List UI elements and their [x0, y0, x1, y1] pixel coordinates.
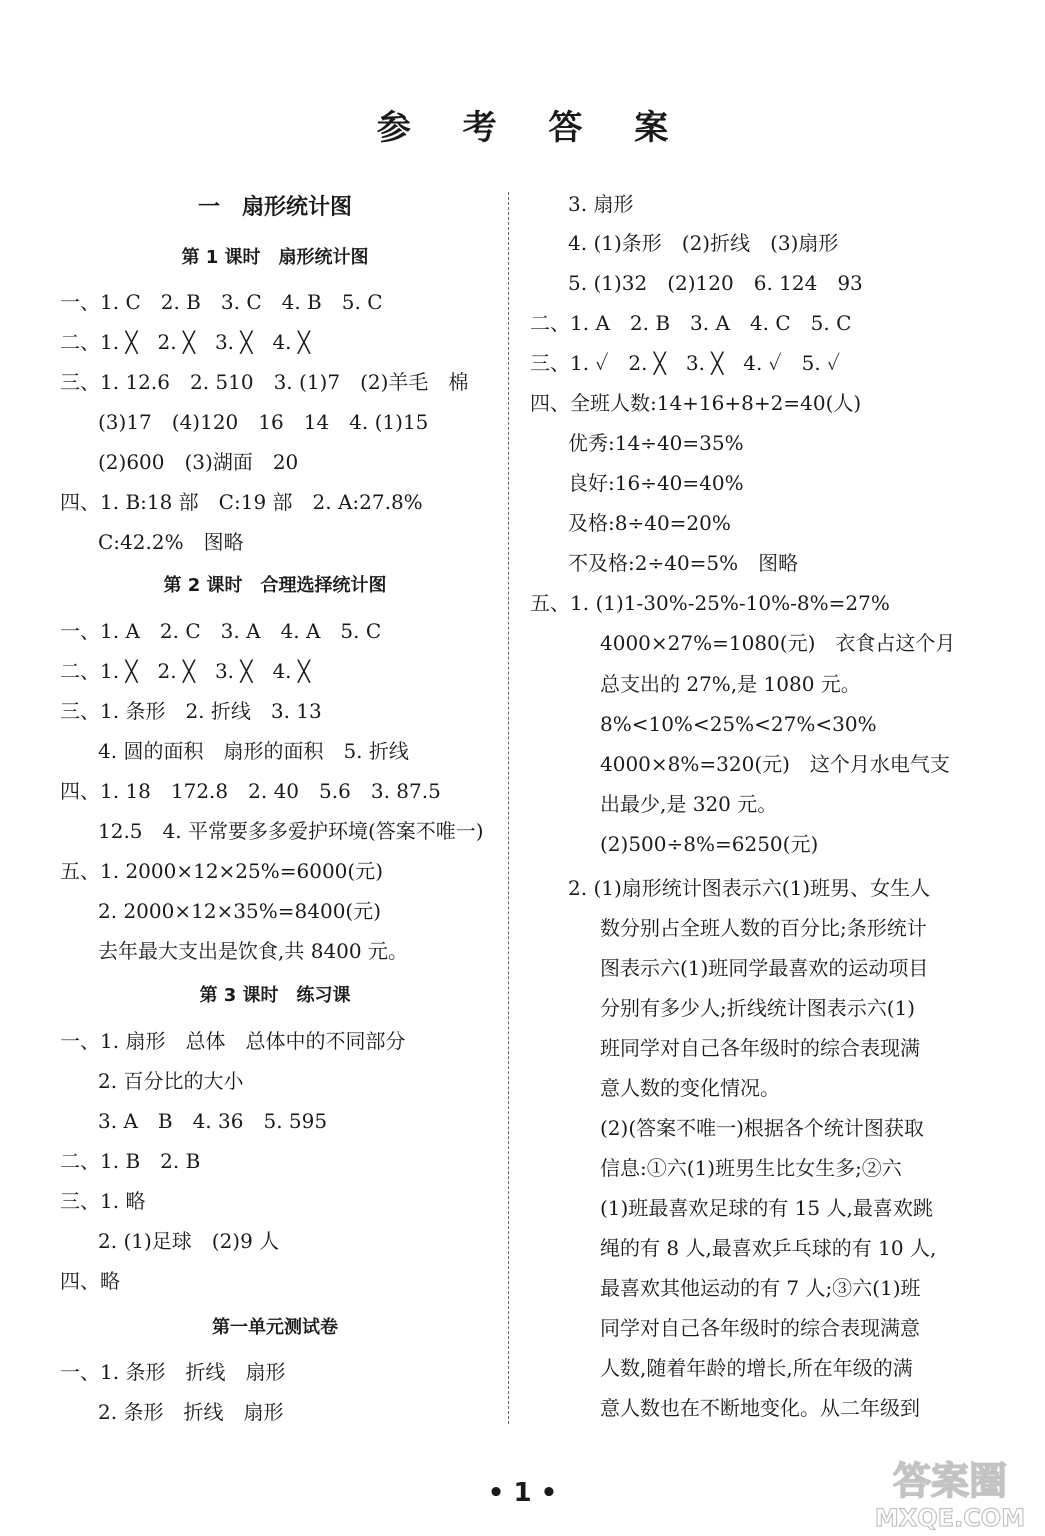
- answer-line: 二、1. ╳ 2. ╳ 3. ╳ 4. ╳: [60, 330, 310, 354]
- answer-line: 人数,随着年龄的增长,所在年级的满: [600, 1356, 913, 1380]
- answer-line: 总支出的 27%,是 1080 元。: [600, 672, 861, 696]
- answer-line: 2. (1)足球 (2)9 人: [98, 1229, 280, 1253]
- answer-line: 4000×8%=320(元) 这个月水电气支: [600, 752, 950, 776]
- watermark-logo: [860, 1452, 1040, 1532]
- answer-line: 同学对自己各年级时的综合表现满意: [600, 1316, 920, 1340]
- answer-line: 三、1. ✓ 2. ╳ 3. ╳ 4. ✓ 5. ✓: [530, 351, 840, 375]
- answer-line: 2. (1)扇形统计图表示六(1)班男、女生人: [568, 876, 931, 900]
- answer-line: 意人数也在不断地变化。从二年级到: [600, 1396, 920, 1420]
- answer-line: 二、1. ╳ 2. ╳ 3. ╳ 4. ╳: [60, 659, 310, 683]
- answer-line: 4. (1)条形 (2)折线 (3)扇形: [568, 231, 839, 255]
- answer-line: 四、全班人数:14+16+8+2=40(人): [530, 391, 862, 415]
- watermark-site: MXQE.COM: [874, 1504, 1026, 1532]
- answer-line: 不及格:2÷40=5% 图略: [568, 551, 799, 575]
- answer-line: 一、1. A 2. C 3. A 4. A 5. C: [60, 619, 382, 643]
- answer-line: 8%<10%<25%<27%<30%: [600, 712, 877, 736]
- answer-line: 四、1. 18 172.8 2. 40 5.6 3. 87.5: [60, 779, 441, 803]
- answer-line: (1)班最喜欢足球的有 15 人,最喜欢跳: [600, 1196, 933, 1220]
- answer-line: 一、1. 条形 折线 扇形: [60, 1360, 286, 1384]
- lesson-heading: 第 1 课时 扇形统计图: [181, 247, 369, 268]
- answer-line: 四、1. B:18 部 C:19 部 2. A:27.8%: [60, 490, 423, 514]
- answer-line: 4. 圆的面积 扇形的面积 5. 折线: [98, 739, 409, 763]
- answer-line: 2. 百分比的大小: [98, 1069, 244, 1093]
- lesson-heading: 第 2 课时 合理选择统计图: [163, 575, 387, 596]
- answer-line: 班同学对自己各年级时的综合表现满: [600, 1036, 920, 1060]
- lesson-heading: 第 3 课时 练习课: [199, 985, 351, 1006]
- watermark-mark: 答案圈: [892, 1459, 1008, 1503]
- answer-line: 12.5 4. 平常要多多爱护环境(答案不唯一): [98, 819, 484, 843]
- lesson-heading: 第一单元测试卷: [212, 1317, 338, 1338]
- answer-line: 五、1. (1)1-30%-25%-10%-8%=27%: [530, 591, 890, 615]
- answer-line: (3)17 (4)120 16 14 4. (1)15: [98, 410, 429, 434]
- answer-line: 去年最大支出是饮食,共 8400 元。: [98, 939, 408, 963]
- answer-line: 分别有多少人;折线统计图表示六(1): [600, 996, 916, 1020]
- answer-line: 一、1. 扇形 总体 总体中的不同部分: [60, 1029, 406, 1053]
- page-title: 参 考 答 案: [376, 108, 689, 148]
- answer-line: 一、1. C 2. B 3. C 4. B 5. C: [60, 290, 383, 314]
- answer-line: 2. 条形 折线 扇形: [98, 1400, 284, 1424]
- answer-line: 最喜欢其他运动的有 7 人;③六(1)班: [600, 1276, 921, 1300]
- answer-line: 数分别占全班人数的百分比;条形统计: [600, 916, 927, 940]
- answer-line: 二、1. A 2. B 3. A 4. C 5. C: [530, 311, 852, 335]
- answer-line: 四、略: [60, 1269, 120, 1293]
- answer-line: 3. 扇形: [568, 192, 634, 216]
- answer-line: 优秀:14÷40=35%: [568, 431, 744, 455]
- answer-line: 二、1. B 2. B: [60, 1149, 201, 1173]
- answer-line: 五、1. 2000×12×25%=6000(元): [60, 859, 384, 883]
- answer-line: 绳的有 8 人,最喜欢乒乓球的有 10 人,: [600, 1236, 937, 1260]
- answer-line: 2. 2000×12×35%=8400(元): [98, 899, 382, 923]
- column-divider: [508, 192, 509, 1424]
- answer-line: 出最少,是 320 元。: [600, 792, 778, 816]
- answer-line: 4000×27%=1080(元) 衣食占这个月: [600, 631, 956, 655]
- answer-line: 及格:8÷40=20%: [568, 511, 731, 535]
- page-number: • 1 •: [487, 1478, 558, 1508]
- answer-line: 信息:①六(1)班男生比女生多;②六: [600, 1156, 902, 1180]
- answer-line: 图表示六(1)班同学最喜欢的运动项目: [600, 956, 929, 980]
- answer-line: 3. A B 4. 36 5. 595: [98, 1109, 328, 1133]
- answer-line: 三、1. 略: [60, 1189, 146, 1213]
- answer-line: 良好:16÷40=40%: [568, 471, 744, 495]
- answer-line: (2)(答案不唯一)根据各个统计图获取: [600, 1116, 924, 1140]
- section-heading: 一 扇形统计图: [197, 195, 352, 220]
- answer-line: (2)600 (3)湖面 20: [98, 450, 299, 474]
- answer-line: 5. (1)32 (2)120 6. 124 93: [568, 271, 863, 295]
- answer-line: (2)500÷8%=6250(元): [600, 832, 819, 856]
- answer-line: 三、1. 条形 2. 折线 3. 13: [60, 699, 322, 723]
- answer-line: C:42.2% 图略: [98, 530, 244, 554]
- answer-line: 三、1. 12.6 2. 510 3. (1)7 (2)羊毛 棉: [60, 370, 469, 394]
- answer-line: 意人数的变化情况。: [600, 1076, 780, 1100]
